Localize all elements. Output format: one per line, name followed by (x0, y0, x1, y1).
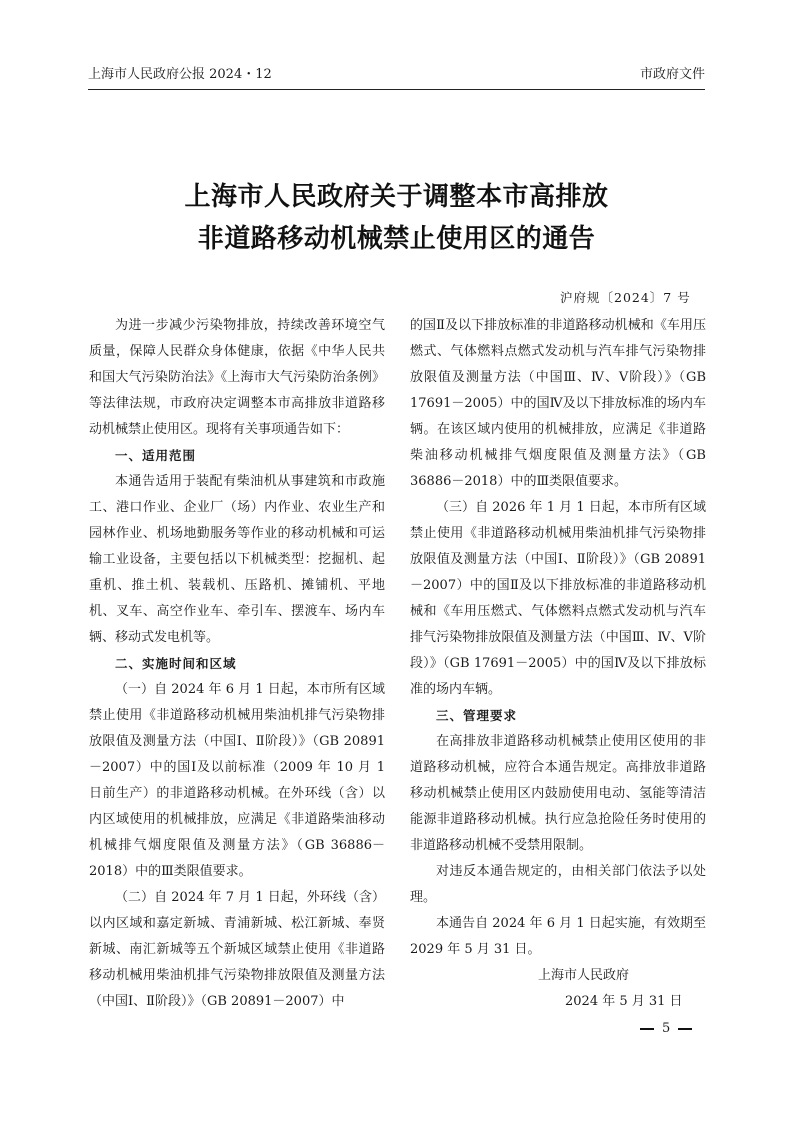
document-title (0, 176, 793, 260)
page-dash-right (678, 1028, 692, 1030)
signature-organization: 上海市人民政府 (538, 968, 630, 983)
title-line-1: 上海市人民政府关于调整本市高排放 (184, 182, 609, 212)
section-heading-timing: 二、实施时间和区域 (115, 656, 237, 671)
section-label: 市政府文件 (639, 67, 705, 82)
section-heading-management: 三、管理要求 (436, 708, 518, 723)
left-column (89, 313, 385, 1015)
management-paragraph: 在高排放非道路移动机械禁止使用区使用的非道路移动机械，应符合本通告规定。高排放非道路移动机械禁止使用区内鼓励使用电动、氢能等清洁能源非道路移动机械。执行应急抢险任务时使用的非道路移动机械不受禁用限制。 (410, 734, 706, 853)
signature-date: 2024 年 5 月 31 日 (565, 994, 683, 1009)
header-rule (88, 89, 705, 90)
publication-title: 上海市人民政府公报 2024・12 (88, 67, 272, 82)
timing-item-2: （二）自 2024 年 7 月 1 日起，外环线（含）以内区域和嘉定新城、青浦新城、松江新城、奉贤新城、南汇新城等五个新城区域禁止使用《非道路移动机械用柴油机排气污染物排放限值及测量方法（中国Ⅰ、Ⅱ阶段）》（GB 20891－2007）中 (89, 890, 385, 1009)
document-number: 沪府规〔2024〕7 号 (560, 290, 691, 305)
page-number (632, 1020, 700, 1038)
intro-paragraph: 为进一步减少污染物排放，持续改善环境空气质量，保障人民群众身体健康，依据《中华人民共和国大气污染防治法》《上海市大气污染防治条例》等法律法规，市政府决定调整本市高排放非道路移动机械禁止使用区。现将有关事项通告如下： (89, 318, 385, 437)
timing-item-3: （三）自 2026 年 1 月 1 日起，本市所有区域禁止使用《非道路移动机械用柴油机排气污染物排放限值及测量方法（中国Ⅰ、Ⅱ阶段）》（GB 20891－2007）中的国Ⅱ及以下排放标准的非道路移动机械和《车用压燃式、气体燃料点燃式发动机与汽车排气污染物排放限值及测量方法（中国Ⅲ、Ⅳ、Ⅴ阶段）》（GB 17691－2005）中的国Ⅳ及以下排放标准的场内车辆。 (410, 500, 706, 697)
page-number-value: 5 (662, 1021, 671, 1036)
page-dash-left (640, 1028, 654, 1030)
running-header (88, 66, 705, 88)
section-heading-scope: 一、适用范围 (115, 448, 197, 463)
timing-item-2-continued: 的国Ⅱ及以下排放标准的非道路移动机械和《车用压燃式、气体燃料点燃式发动机与汽车排气污染物排放限值及测量方法（中国Ⅲ、Ⅳ、Ⅴ阶段）》（GB 17691－2005）中的国Ⅳ及以下排放标准的场内车辆。在该区域内使用的机械排放，应满足《非道路柴油移动机械排气烟度限值及测量方法》（GB 36886－2018）中的Ⅲ类限值要求。 (410, 318, 706, 489)
timing-item-1: （一）自 2024 年 6 月 1 日起，本市所有区域禁止使用《非道路移动机械用柴油机排气污染物排放限值及测量方法（中国Ⅰ、Ⅱ阶段）》（GB 20891－2007）中的国Ⅰ及以前标准（2009 年 10 月 1 日前生产）的非道路移动机械。在外环线（含）以内区域使用的机械排放，应满足《非道路柴油移动机械排气烟度限值及测量方法》（GB 36886－2018）中的Ⅲ类限值要求。 (89, 682, 385, 879)
enforcement-paragraph: 对违反本通告规定的，由相关部门依法予以处理。 (410, 864, 706, 905)
scope-paragraph: 本通告适用于装配有柴油机从事建筑和市政施工、港口作业、企业厂（场）内作业、农业生产和园林作业、机场地勤服务等作业的移动机械和可运输工业设备，主要包括以下机械类型：挖掘机、起重机、推土机、装载机、压路机、摊铺机、平地机、叉车、高空作业车、牵引车、摆渡车、场内车辆、移动式发电机等。 (89, 474, 385, 645)
right-column (410, 313, 706, 1015)
validity-paragraph: 本通告自 2024 年 6 月 1 日起实施，有效期至 2029 年 5 月 31 日。 (410, 916, 706, 957)
title-line-2: 非道路移动机械禁止使用区的通告 (197, 224, 596, 254)
